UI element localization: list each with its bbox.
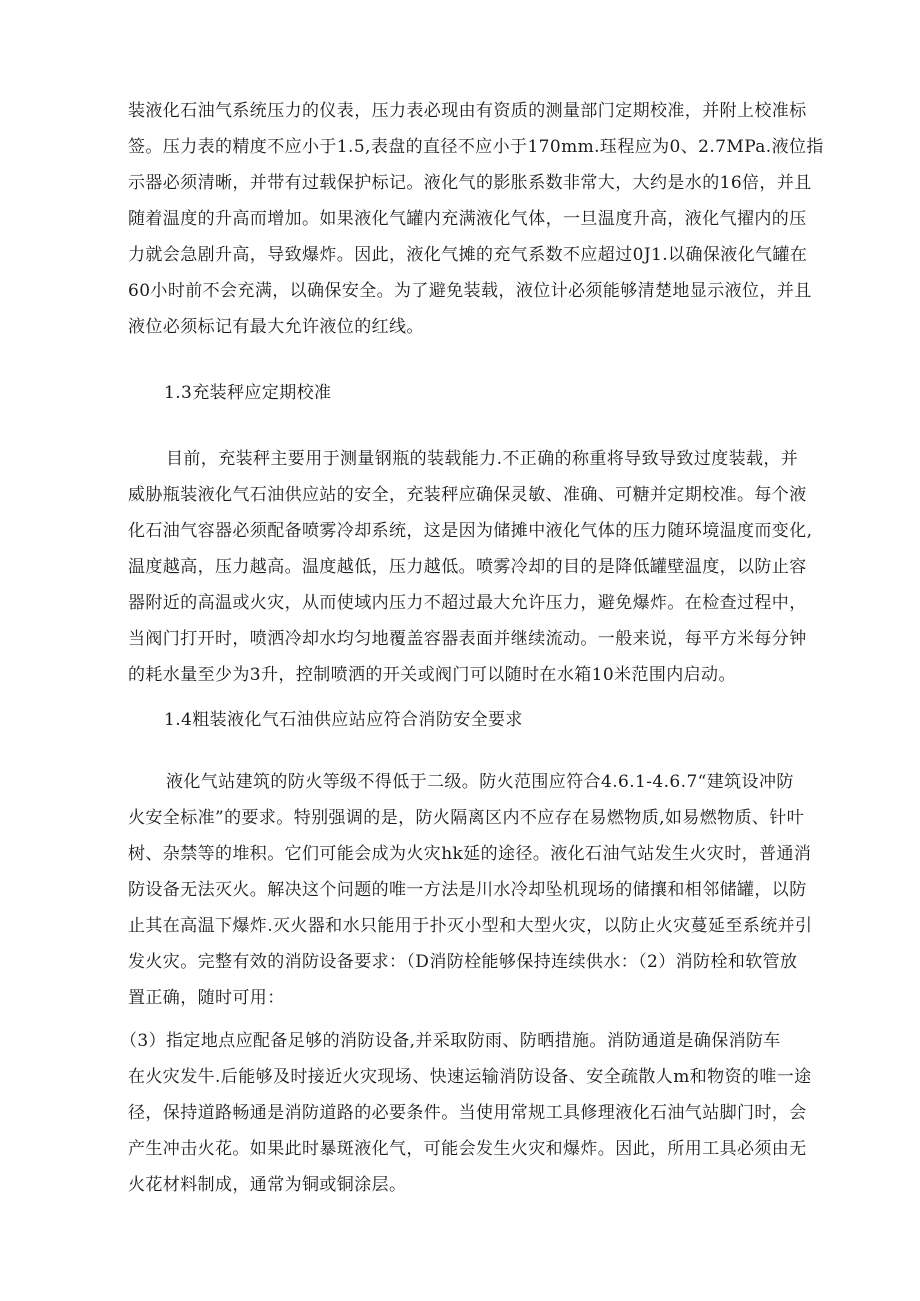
text-line: 当阀门打开时，喷洒冷却水均匀地覆盖容器表面并继续流动。一般来说，每平方米每分钟 (128, 629, 807, 649)
text-line: 液位必须标记有最大允许液位的红线。 (128, 317, 424, 337)
text-line: 随着温度的升高而增加。如果液化气罐内充满液化气体，一旦温度升高，液化气擢内的压 (128, 209, 807, 229)
text-line: （3）指定地点应配备足够的消防设备,并采取防雨、防晒措施。消防通道是确保消防车 (120, 1031, 781, 1051)
text-line: 温度越高，压力越高。温度越低，压力越低。喷雾冷却的目的是降低罐壁温度，以防止容 (128, 557, 807, 577)
text-line: 示器必须清晰，并带有过载保护标记。液化气的影胀系数非常大，大约是水的16倍，并且 (128, 173, 812, 193)
text-line: 目前，充装秤主要用于测量钢瓶的装载能力.不正确的称重将导致导致过度装载，并 (166, 449, 799, 469)
text-line: 止其在高温下爆炸.灭火器和水只能用于扑灭小型和大型火灾，以防止火灾蔓延至系统并引 (128, 916, 813, 936)
text-line: 产生冲击火花。如果此时暴斑液化气，可能会发生火灾和爆炸。因此，所用工具必须由无 (128, 1139, 807, 1159)
text-line: 的耗水量至少为3升，控制喷洒的开关或阀门可以随时在水箱10米范围内启动。 (128, 665, 736, 685)
text-line: 威胁瓶装液化气石油供应站的安全，充装秤应确保灵敏、准确、可糖并定期校准。每个液 (128, 485, 807, 505)
text-line: 在火灾发牛.后能够及时接近火灾现场、快速运输消防设备、安全疏散人m和物资的唯一途 (128, 1067, 812, 1087)
text-line: 树、杂禁等的堆积。它们可能会成为火灾hk延的途径。液化石油气站发生火灾时，普通消 (128, 844, 812, 864)
text-line: 火花材料制成，通常为铜或铜涂层。 (128, 1175, 407, 1195)
section-heading-1-3: 1.3充装秤应定期校准 (164, 383, 332, 403)
section-heading-1-4: 1.4粗装液化气石油供应站应符合消防安全要求 (164, 710, 523, 730)
text-line: 化石油气容器必须配备喷雾冷却系统，这是因为储摊中液化气体的压力随环境温度而变化, (128, 521, 813, 541)
text-line: 装液化石油气系统压力的仪表，压力表必现由有资质的测量部门定期校准，并附上校准标 (128, 101, 807, 121)
text-line: 液化气站建筑的防火等级不得低于二级。防火范围应符合4.6.1-4.6.7“建筑设冲防 (166, 772, 794, 792)
text-line: 签。压力表的精度不应小于1.5,表盘的直径不应小于170mm.珏程应为0、2.7MPa.液位指 (128, 137, 824, 157)
text-line: 发火灾。完整有效的消防设备要求：（D消防栓能够保持连续供水：（2）消防栓和软管放 (128, 952, 798, 972)
text-line: 置正确，随时可用： (128, 988, 285, 1008)
text-line: 防设备无法灭火。解决这个问题的唯一方法是川水冷却坠机现场的储攘和相邻储罐，以防 (128, 880, 807, 900)
text-line: 力就会急剧升高，导致爆炸。因此，液化气摊的充气系数不应超过0J1.以确保液化气罐在 (128, 245, 808, 265)
text-line: 器附近的高温或火灾，从而使域内压力不超过最大允许压力，避免爆炸。在检查过程中， (128, 593, 807, 613)
text-line: 径，保持道路畅通是消防道路的必要条件。当使用常规工具修理液化石油气站脚门时，会 (128, 1103, 807, 1123)
text-line: 火安全标准”的要求。特别强调的是，防火隔离区内不应存在易燃物质,如易燃物质、针叶 (128, 808, 805, 828)
text-line: 60小时前不会充满，以确保安全。为了避免装载，液位计必须能够清楚地显示液位，并且 (128, 281, 812, 301)
